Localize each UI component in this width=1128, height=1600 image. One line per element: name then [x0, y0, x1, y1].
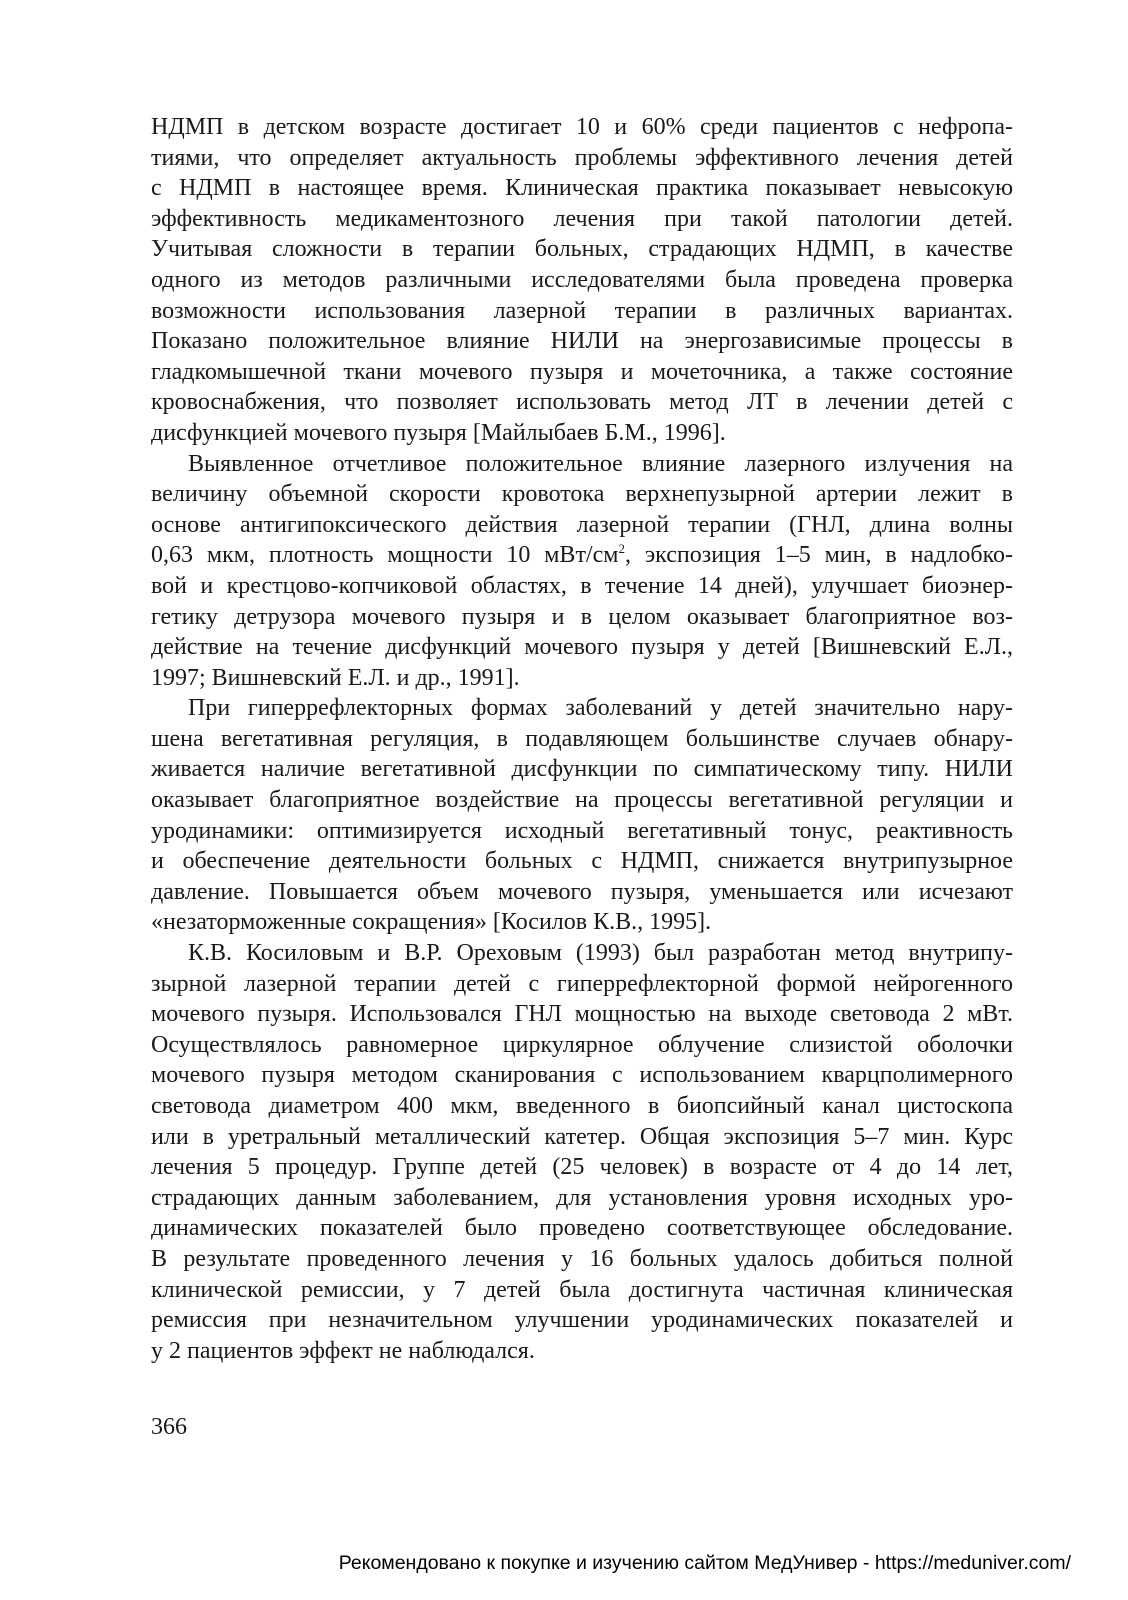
text-line: давление. Повышается объем мочевого пузыря, уменьшается или исчезают [151, 878, 1013, 905]
text-line: основе антигипоксического действия лазерной терапии (ГНЛ, длина волны [151, 511, 1013, 538]
text-line: мочевого пузыря методом сканирования с использованием кварцполимерного [151, 1062, 1013, 1089]
text-line: световода диаметром 400 мкм, введенного в биопсийный канал цистоскопа [151, 1093, 1013, 1119]
page-number: 366 [151, 1414, 187, 1440]
text-line: живается наличие вегетативной дисфункции по симпатическому типу. НИЛИ [151, 756, 1013, 783]
text-line: Показано положительное влияние НИЛИ на энергозависимые процессы в [151, 328, 1013, 355]
text-line: у 2 пациентов эффект не наблюдался. [151, 1337, 535, 1364]
text-line: При гиперрефлекторных формах заболеваний у детей значительно нару- [188, 695, 1013, 722]
text-line: возможности использования лазерной терапии в различных вариантах. [151, 297, 1013, 324]
text-line: шена вегетативная регуляция, в подавляющем большинстве случаев обнару- [151, 725, 1013, 752]
text-line: мочевого пузыря. Использовался ГНЛ мощностью на выходе световода 2 мВт. [151, 1001, 1013, 1028]
text-line: «незаторможенные сокращения» [Косилов К.В., 1995]. [151, 909, 712, 936]
text-line: с НДМП в настоящее время. Клиническая практика показывает невысокую [151, 175, 1013, 202]
text-line: 0,63 мкм, плотность мощности 10 мВт/$см^2$, экспозиция 1–5 мин, в надлобко- [151, 541, 1013, 569]
text-line: К.В. Косиловым и В.Р. Ореховым (1993) был разработан метод внутрипу- [188, 940, 1013, 967]
text-line: одного из методов различными исследователями была проведена проверка [151, 266, 1013, 293]
text-line: вой и крестцово-копчиковой областях, в течение 14 дней), улучшает биоэнер- [151, 572, 1013, 599]
text-line: гетику детрузора мочевого пузыря и в целом оказывает благоприятное воз- [151, 603, 1013, 630]
text-line: ремиссия при незначительном улучшении уродинамических показателей и [151, 1307, 1013, 1334]
paragraph [151, 112, 1013, 449]
text-line: лечения 5 процедур. Группе детей (25 человек) в возрасте от 4 до 14 лет, [151, 1154, 1013, 1181]
text-line: Осуществлялось равномерное циркулярное облучение слизистой оболочки [151, 1031, 1013, 1058]
text-line: 1997; Вишневский Е.Л. и др., 1991]. [151, 664, 520, 691]
text-line: эффективность медикаментозного лечения при такой патологии детей. [151, 205, 1013, 232]
text-line: Учитывая сложности в терапии больных, страдающих НДМП, в качестве [151, 236, 1013, 263]
text-line: страдающих данным заболеванием, для установления уровня исходных уро- [151, 1184, 1013, 1211]
text-line: гладкомышечной ткани мочевого пузыря и мочеточника, а также состояние [151, 358, 1013, 385]
text-line: оказывает благоприятное воздействие на процессы вегетативной регуляции и [151, 787, 1013, 814]
text-line: действие на течение дисфункций мочевого пузыря у детей [Вишневский Е.Л., [151, 634, 1013, 661]
body-text [151, 112, 1013, 1366]
footer-recommendation: Рекомендовано к покупке и изучению сайтом МедУнивер - https://meduniver.com/ [338, 1552, 1071, 1574]
text-line: Выявленное отчетливое положительное влияние лазерного излучения на [188, 450, 1013, 477]
text-line: дисфункцией мочевого пузыря [Майлыбаев Б.М., 1996]. [151, 419, 726, 446]
text-line: клинической ремиссии, у 7 детей была достигнута частичная клиническая [151, 1276, 1013, 1303]
text-line: или в уретральный металлический катетер. Общая экспозиция 5–7 мин. Курс [151, 1123, 1013, 1150]
text-line: тиями, что определяет актуальность проблемы эффективного лечения детей [151, 144, 1013, 171]
text-line: динамических показателей было проведено соответствующее обследование. [151, 1215, 1013, 1242]
text-line: величину объемной скорости кровотока верхнепузырной артерии лежит в [151, 481, 1013, 508]
text-line: кровоснабжения, что позволяет использовать метод ЛТ в лечении детей с [151, 389, 1013, 416]
paragraph [151, 938, 1013, 1366]
paragraph [151, 693, 1013, 938]
text-line: НДМП в детском возрасте достигает 10 и 60% среди пациентов с нефропа- [151, 114, 1013, 140]
text-line: уродинамики: оптимизируется исходный вегетативный тонус, реактивность [151, 817, 1013, 844]
text-line: зырной лазерной терапии детей с гиперрефлекторной формой нейрогенного [151, 970, 1013, 997]
paragraph [151, 449, 1013, 694]
text-line: В результате проведенного лечения у 16 больных удалось добиться полной [151, 1245, 1013, 1272]
text-line: и обеспечение деятельности больных с НДМП, снижается внутрипузырное [151, 848, 1013, 875]
